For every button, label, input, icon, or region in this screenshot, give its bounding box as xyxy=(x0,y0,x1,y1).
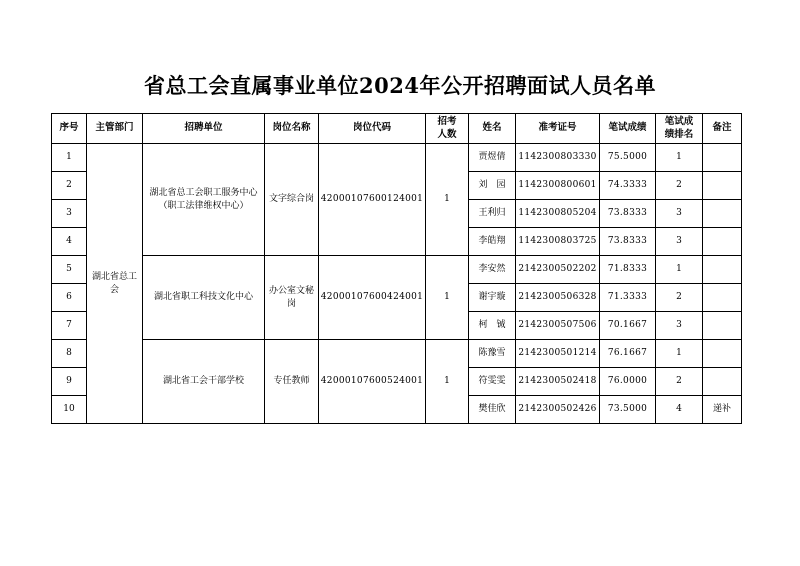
header-remark: 备注 xyxy=(703,114,742,144)
cell-ticket: 1142300800601 xyxy=(516,172,600,200)
cell-ticket: 1142300805204 xyxy=(516,200,600,228)
cell-department: 湖北省总工会 xyxy=(87,144,143,424)
cell-post-name: 专任教师 xyxy=(265,340,319,424)
cell-score: 76.0000 xyxy=(600,368,656,396)
cell-name: 陈豫雪 xyxy=(469,340,516,368)
cell-quota: 1 xyxy=(426,340,469,424)
cell-name: 李安然 xyxy=(469,256,516,284)
cell-post-code: 42000107600524001 xyxy=(319,340,426,424)
cell-remark xyxy=(703,172,742,200)
cell-ticket: 2142300507506 xyxy=(516,312,600,340)
cell-rank: 2 xyxy=(656,172,703,200)
cell-unit: 湖北省工会干部学校 xyxy=(143,340,265,424)
table-row xyxy=(52,340,742,368)
cell-seq: 10 xyxy=(52,396,87,424)
cell-seq: 8 xyxy=(52,340,87,368)
header-post-code: 岗位代码 xyxy=(319,114,426,144)
cell-remark xyxy=(703,200,742,228)
cell-remark xyxy=(703,228,742,256)
header-rank-line2: 绩排名 xyxy=(664,128,694,140)
header-quota-line2: 人数 xyxy=(437,128,457,140)
table-row xyxy=(52,144,742,172)
cell-score: 71.3333 xyxy=(600,284,656,312)
cell-ticket: 1142300803330 xyxy=(516,144,600,172)
cell-seq: 6 xyxy=(52,284,87,312)
cell-post-name: 办公室文秘岗 xyxy=(265,256,319,340)
header-quota xyxy=(426,114,469,144)
header-post-name: 岗位名称 xyxy=(265,114,319,144)
header-row xyxy=(52,114,742,144)
cell-score: 70.1667 xyxy=(600,312,656,340)
cell-rank: 4 xyxy=(656,396,703,424)
cell-remark xyxy=(703,312,742,340)
cell-name: 樊佳欣 xyxy=(469,396,516,424)
cell-post-code: 42000107600424001 xyxy=(319,256,426,340)
header-ticket: 准考证号 xyxy=(516,114,600,144)
header-name: 姓名 xyxy=(469,114,516,144)
cell-name: 王利归 xyxy=(469,200,516,228)
table-row xyxy=(52,256,742,284)
header-rank xyxy=(656,114,703,144)
cell-rank: 1 xyxy=(656,340,703,368)
cell-quota: 1 xyxy=(426,144,469,256)
cell-seq: 3 xyxy=(52,200,87,228)
cell-ticket: 2142300501214 xyxy=(516,340,600,368)
cell-rank: 3 xyxy=(656,228,703,256)
cell-score: 73.8333 xyxy=(600,200,656,228)
cell-seq: 1 xyxy=(52,144,87,172)
header-score: 笔试成绩 xyxy=(600,114,656,144)
cell-rank: 2 xyxy=(656,284,703,312)
cell-seq: 2 xyxy=(52,172,87,200)
cell-score: 73.8333 xyxy=(600,228,656,256)
cell-ticket: 2142300502202 xyxy=(516,256,600,284)
cell-remark xyxy=(703,256,742,284)
cell-seq: 5 xyxy=(52,256,87,284)
cell-name: 刘 园 xyxy=(469,172,516,200)
cell-ticket: 2142300502426 xyxy=(516,396,600,424)
cell-remark xyxy=(703,340,742,368)
header-quota-line1: 招考 xyxy=(437,115,457,127)
cell-rank: 1 xyxy=(656,256,703,284)
cell-score: 73.5000 xyxy=(600,396,656,424)
cell-score: 76.1667 xyxy=(600,340,656,368)
cell-seq: 9 xyxy=(52,368,87,396)
cell-remark xyxy=(703,368,742,396)
candidate-table xyxy=(51,113,742,424)
header-rank-line1: 笔试成 xyxy=(664,115,694,127)
cell-unit: 湖北省总工会职工服务中心（职工法律维权中心） xyxy=(143,144,265,256)
cell-rank: 1 xyxy=(656,144,703,172)
cell-post-code: 42000107600124001 xyxy=(319,144,426,256)
header-seq: 序号 xyxy=(52,114,87,144)
cell-remark xyxy=(703,144,742,172)
cell-name: 符雯雯 xyxy=(469,368,516,396)
cell-name: 柯 铖 xyxy=(469,312,516,340)
cell-remark: 递补 xyxy=(703,396,742,424)
cell-score: 75.5000 xyxy=(600,144,656,172)
cell-rank: 2 xyxy=(656,368,703,396)
cell-post-name: 文字综合岗 xyxy=(265,144,319,256)
cell-ticket: 2142300502418 xyxy=(516,368,600,396)
cell-seq: 7 xyxy=(52,312,87,340)
document-title: 省总工会直属事业单位2024年公开招聘面试人员名单 xyxy=(144,73,656,98)
cell-name: 谢宇璇 xyxy=(469,284,516,312)
cell-quota: 1 xyxy=(426,256,469,340)
cell-unit: 湖北省职工科技文化中心 xyxy=(143,256,265,340)
header-department: 主管部门 xyxy=(87,114,143,144)
cell-rank: 3 xyxy=(656,312,703,340)
cell-seq: 4 xyxy=(52,228,87,256)
cell-ticket: 2142300506328 xyxy=(516,284,600,312)
cell-name: 李皓翔 xyxy=(469,228,516,256)
cell-remark xyxy=(703,284,742,312)
cell-rank: 3 xyxy=(656,200,703,228)
cell-score: 71.8333 xyxy=(600,256,656,284)
cell-score: 74.3333 xyxy=(600,172,656,200)
cell-name: 贾煜倩 xyxy=(469,144,516,172)
header-unit: 招聘单位 xyxy=(143,114,265,144)
cell-ticket: 1142300803725 xyxy=(516,228,600,256)
